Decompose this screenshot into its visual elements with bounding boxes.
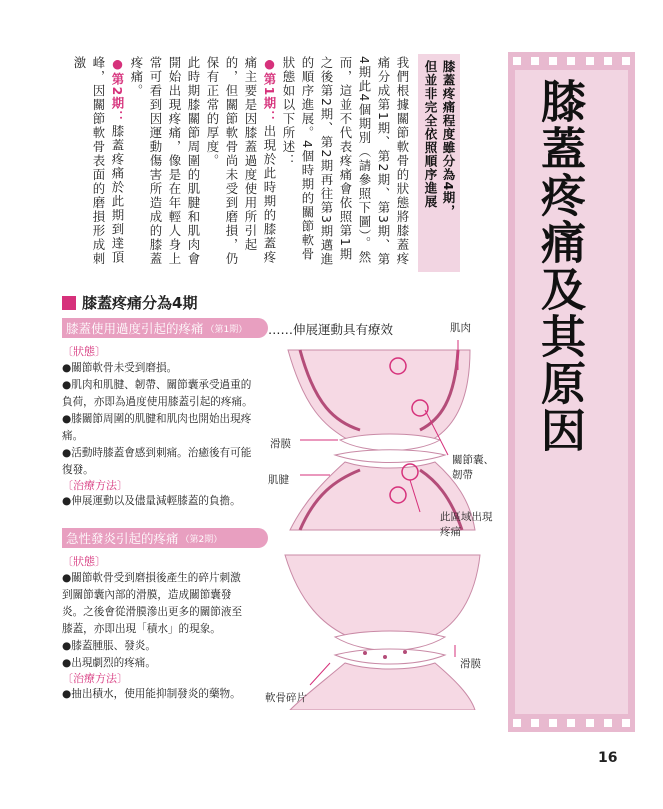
band-stripe-bottom xyxy=(508,714,635,732)
label-synovium-2: 滑膜 xyxy=(460,658,481,670)
stage2-condition-label: 〔狀態〕 xyxy=(62,555,106,568)
stage2-treat: ●抽出積水，使用能抑制發炎的藥物。 xyxy=(62,688,241,700)
intro-body: 我們根據關節軟骨的狀態將膝蓋疼痛分成第1期、第2期、第3期、第4期此4個期別（請參照下圖）。然而，這並不代表疼痛會依照第1期之後第2期、第2期再往第3期邁進的順序進展。4個時期的關節軟骨狀態如以下所述： ●第1期：出現於此時期的膝蓋疼痛主要是因膝蓋過度使用所引起的，但關節軟骨尚未受到磨損，仍保有正常的厚度。 此時期膝關節周圍的肌腱和肌肉會開始出現疼痛，像是在年輕人身上常可看到因運動傷害所造成的膝蓋疼痛。 ●第2期：膝蓋疼痛於此期到達頂峰，因關節軟骨表面的磨損形成刺激 xyxy=(72,56,410,267)
label-capsule: 關節囊、 韌帶 xyxy=(452,454,494,481)
label-tendon: 肌腱 xyxy=(268,474,289,486)
label-pain-area: 此區域出現 疼痛 xyxy=(440,511,493,538)
intro-heading: 膝蓋疼痛程度雖分為4期， 但並非完全依照順序進展 xyxy=(423,60,456,219)
stage1-conditions: ●關節軟骨未受到磨損。 ●肌肉和肌腱、韌帶、關節囊承受過重的 負荷，亦即為過度使用膝蓋引起的疼痛。 ●膝關節周圍的肌腱和肌肉也開始出現疼 痛。 ●活動時膝蓋會感到刺痛。治癒後有可能 復發。 xyxy=(62,362,253,476)
label-cartilage-fragments: 軟骨碎片 xyxy=(265,692,307,704)
band-stripe-top xyxy=(508,52,635,70)
label-muscle: 肌肉 xyxy=(450,322,471,334)
page-number: 16 xyxy=(598,750,618,766)
stage2-conditions: ●關節軟骨受到磨損後產生的碎片刺激 到關節囊內部的滑膜，造成關節囊發 炎。之後會從滑膜滲出更多的關節液至 膝蓋，亦即出現「積水」的現象。 ●膝蓋腫脹、發炎。 ●出現劇烈的疼痛。 xyxy=(62,572,243,669)
stage2-treat-label: 〔治療方法〕 xyxy=(62,672,128,685)
stage2-bar: 急性發炎引起的疼痛 （第2期） xyxy=(62,528,268,548)
stage1-treat-label: 〔治療方法〕 xyxy=(62,479,128,492)
stage1-treat: ●伸展運動以及儘量減輕膝蓋的負擔。 xyxy=(62,495,241,507)
stage1-bar: 膝蓋使用過度引起的疼痛 （第1期） xyxy=(62,318,268,338)
effect-note: ……伸展運動具有療效 xyxy=(268,322,394,337)
page-title: 膝蓋疼痛及其原因 xyxy=(533,78,586,454)
label-synovium: 滑膜 xyxy=(270,438,291,450)
square-bullet-icon xyxy=(62,296,76,310)
section-title: 膝蓋疼痛分為4期 xyxy=(62,292,197,313)
knee-stage2-figure xyxy=(285,555,480,710)
knee-stage1-figure xyxy=(288,340,475,530)
stage1-condition-label: 〔狀態〕 xyxy=(62,345,106,358)
